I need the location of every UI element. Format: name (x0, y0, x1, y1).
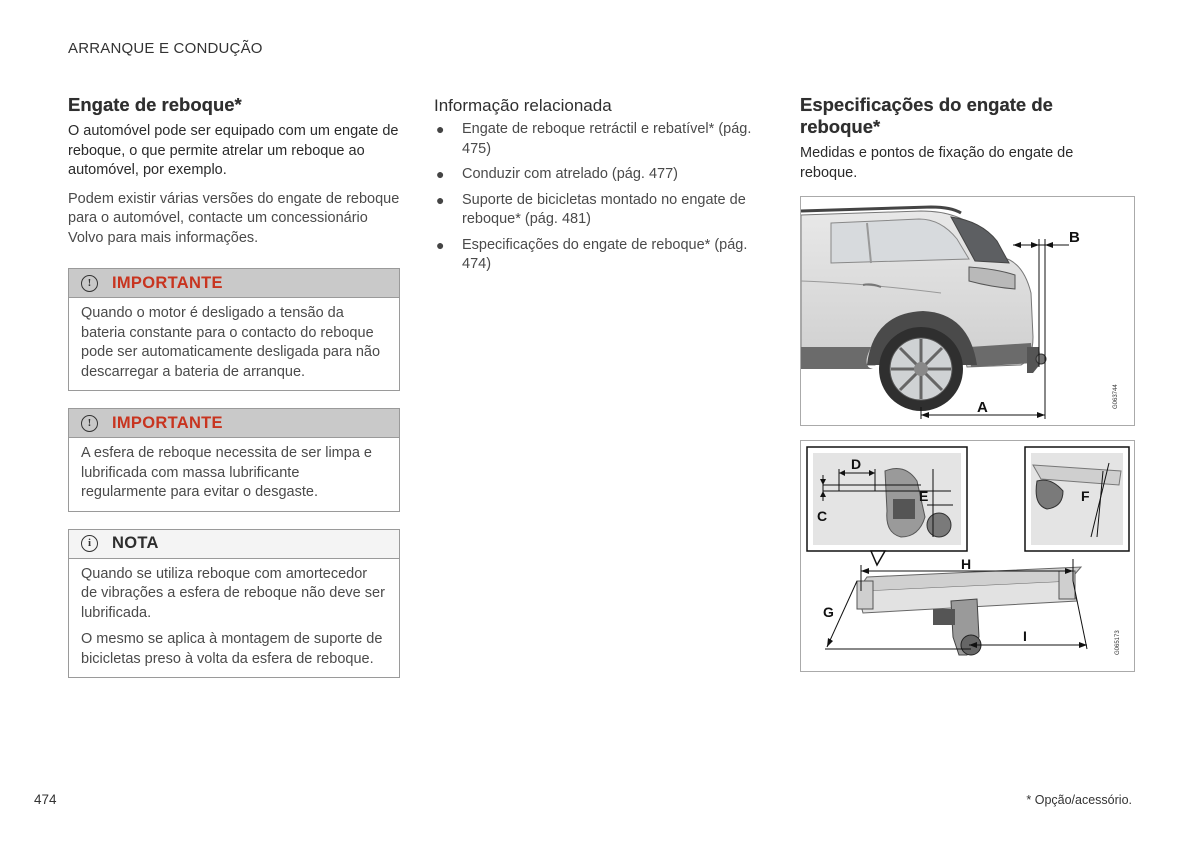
page-number: 474 (34, 792, 57, 807)
important-box-header (69, 409, 399, 438)
important-box-header (69, 269, 399, 298)
dimension-i-label: I (1023, 628, 1027, 644)
important-box-1 (68, 268, 400, 391)
column-middle (434, 96, 768, 281)
dimension-c-label: C (817, 508, 828, 524)
spec-title: Especificações do engate de reboque* (800, 94, 1053, 137)
warning-icon: ! (81, 415, 98, 432)
important-box-text (69, 298, 399, 390)
important-box-2 (68, 408, 400, 512)
dimension-g-label: G (823, 604, 834, 620)
bullet-icon: ● (436, 121, 445, 137)
info-icon: i (81, 535, 98, 552)
dimension-a-label: A (977, 399, 988, 416)
dimension-d-label: D (851, 456, 862, 472)
car-illustration (801, 197, 1134, 425)
bullet-icon: ● (436, 236, 445, 253)
important-box-title: IMPORTANTE (112, 273, 223, 292)
note-box-header (69, 530, 399, 559)
related-link-text: Especificações do engate de reboque* (pág. 474) (462, 236, 748, 272)
dimension-e-label: E (919, 488, 929, 504)
related-link[interactable] (434, 236, 768, 275)
related-link[interactable] (434, 191, 768, 230)
related-link-text: Conduzir com atrelado (pág. 477) (462, 166, 679, 182)
bullet-icon: ● (436, 191, 445, 208)
tow-bar-illustration (801, 441, 1134, 671)
warning-icon: ! (81, 275, 98, 292)
body-paragraph: Podem existir várias versões do engate de reboque para o automóvel, contacte um concessionário Volvo para mais informações. (68, 190, 400, 246)
related-links-list (434, 120, 768, 275)
important-box-text (69, 438, 399, 511)
related-link-text: Engate de reboque retráctil e rebatível* (pág. 475) (462, 121, 752, 157)
note-box-text (69, 559, 399, 678)
dimension-h-label: H (961, 556, 972, 572)
figure-code: G063744 (1113, 384, 1119, 409)
note-box-title: NOTA (112, 534, 159, 552)
column-left (68, 94, 400, 695)
figure-code: G065173 (1115, 630, 1121, 655)
note-text-1: Quando se utiliza reboque com amortecedor de vibrações a esfera de reboque não deve ser lubrificada. (81, 565, 385, 621)
important-box-title: IMPORTANTE (112, 413, 223, 432)
important-text: Quando o motor é desligado a tensão da bateria constante para o contacto do reboque pode ser automaticamente desligada para não descarregar a bateria de arranque. (81, 305, 381, 380)
lead-paragraph: O automóvel pode ser equipado com um engate de reboque, o que permite atrelar um reboque ao automóvel, por exemplo. (68, 123, 399, 178)
footnote: * Opção/acessório. (1026, 793, 1132, 807)
section-header: ARRANQUE E CONDUÇÃO (68, 40, 263, 57)
related-info-title: Informação relacionada (434, 96, 612, 115)
dimension-f-label: F (1081, 488, 1090, 504)
related-link[interactable] (434, 165, 768, 185)
column-right (800, 94, 1133, 192)
related-link[interactable] (434, 120, 768, 159)
article-title: Engate de reboque* (68, 94, 242, 115)
car-tow-hitch-figure (800, 196, 1135, 426)
note-text-2: O mesmo se aplica à montagem de suporte de bicicletas preso à volta da esfera de reboque. (81, 631, 383, 667)
note-box (68, 529, 400, 679)
tow-bar-dimensions-figure (800, 440, 1135, 672)
important-text: A esfera de reboque necessita de ser limpa e lubrificada com massa lubrificante regularmente para evitar o desgaste. (81, 445, 372, 500)
bullet-icon: ● (436, 166, 445, 182)
spec-lead: Medidas e pontos de fixação do engate de reboque. (800, 145, 1074, 181)
dimension-b-label: B (1069, 229, 1080, 246)
related-link-text: Suporte de bicicletas montado no engate de reboque* (pág. 481) (462, 191, 746, 227)
